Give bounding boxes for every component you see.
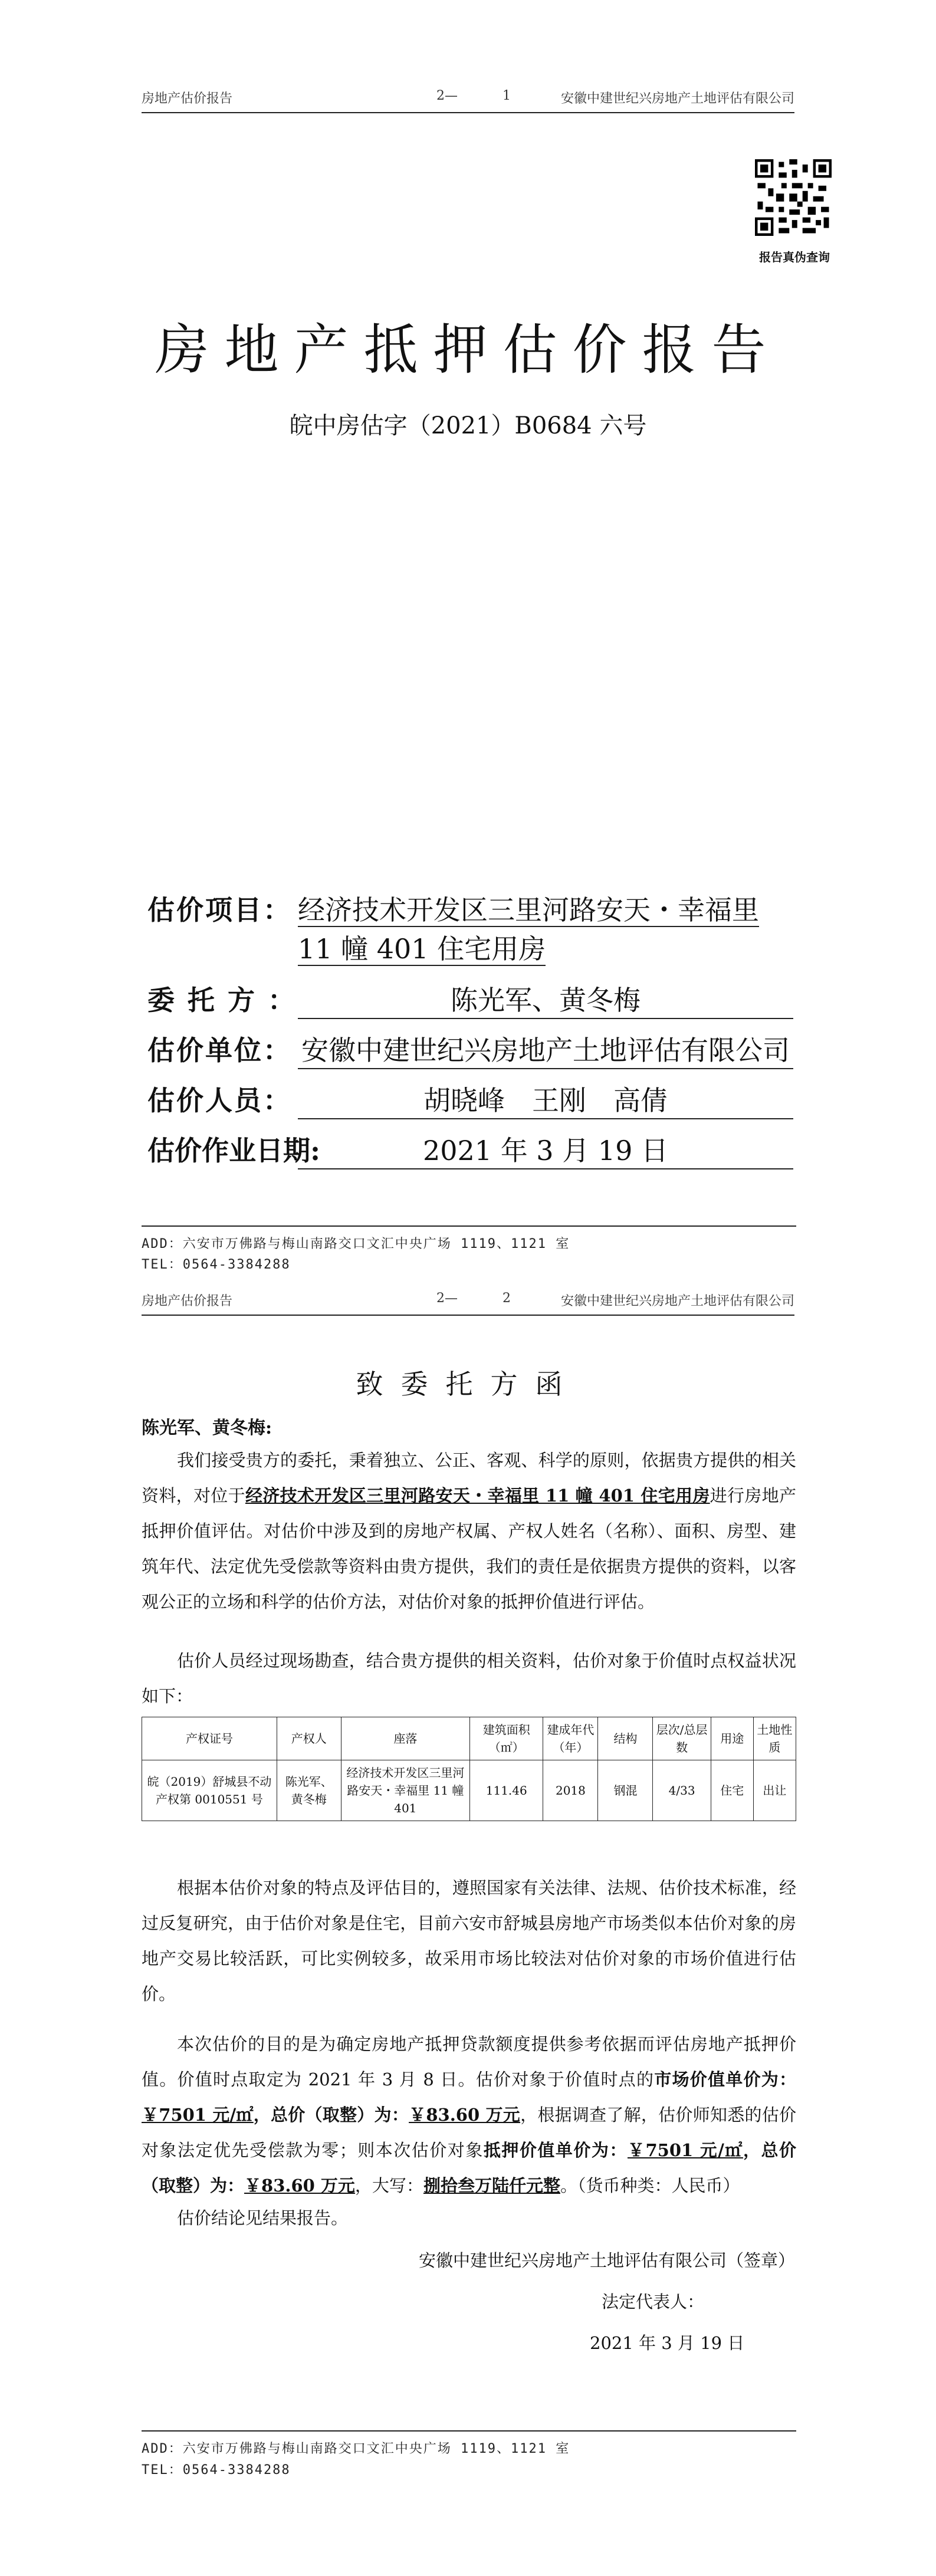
letter-heading: 致委托方函 [356, 1368, 580, 1400]
report-cover-page [0, 0, 936, 1280]
project-row [147, 891, 793, 968]
report-title: 房地产抵押估价报告 [155, 318, 781, 382]
market-unit-price: ￥7501 元/㎡ [142, 2105, 254, 2125]
work-date-value: 2021 年 3 月 19 日 [298, 1129, 793, 1169]
table-cell: 111.46 [470, 1760, 543, 1821]
header-title: 房地产估价报告 [142, 91, 233, 106]
table-cell: 钢混 [598, 1760, 653, 1821]
mortgage-total-price: ￥83.60 万元 [244, 2176, 355, 2196]
header-page-number: 1 [503, 88, 511, 103]
table-header: 层次/总层数 [653, 1717, 711, 1760]
property-table [142, 1717, 796, 1821]
table-cell: 陈光军、黄冬梅 [277, 1760, 341, 1821]
footer-divider [142, 1225, 796, 1227]
footer-phone: TEL：0564-3384288 [142, 1257, 291, 1272]
table-cell: 出让 [753, 1760, 796, 1821]
client-row [147, 979, 793, 1019]
property-location: 经济技术开发区三里河路安天・幸福里 11 幢 401 住宅用房 [245, 1486, 710, 1506]
client-label: 委托方： [147, 984, 308, 1016]
paragraph-conclusion: 估价结论见结果报告。 [177, 2208, 349, 2228]
footer-phone: TEL：0564-3384288 [142, 2463, 291, 2478]
table-cell: 经济技术开发区三里河路安天・幸福里 11 幢 401 [341, 1760, 469, 1821]
table-cell: 4/33 [653, 1760, 711, 1821]
qr-caption: 报告真伪查询 [759, 250, 830, 264]
paragraph-survey: 估价人员经过现场勘查，结合贵方提供的相关资料，估价对象于价值时点权益状况如下： [142, 1651, 796, 1706]
qr-code-icon[interactable] [755, 159, 832, 236]
appraiser-org-value: 安徽中建世纪兴房地产土地评估有限公司 [298, 1029, 793, 1069]
header-page-prefix: 2— [436, 1291, 458, 1306]
paragraph-intro: 我们接受贵方的委托，秉着独立、公正、客观、科学的原则，依据贵方提供的相关资料，对位于经济技术开发区三里河路安天・幸福里 11 幢 401 住宅用房进行房地产抵押价值评估。对估价中涉及到的房地产权属、产权人姓名（名称）、面积、房型、建筑年代、法定优先受偿款等资料由贵方提供，我们的责任是依据贵方提供的资料，以客观公正的立场和科学的估价方法，对估价对象的抵押价值进行评估。 [142, 1450, 796, 1612]
mortgage-unit-price: ￥7501 元/㎡ [627, 2140, 743, 2160]
header-page-number: 2 [503, 1291, 511, 1306]
letter-page [0, 1280, 936, 2576]
header-page-prefix: 2— [436, 88, 458, 103]
signature-date: 2021 年 3 月 19 日 [590, 2333, 745, 2353]
project-label: 估价项目： [147, 894, 292, 926]
table-row [142, 1760, 796, 1821]
table-header: 用途 [711, 1717, 753, 1760]
market-total-price: ￥83.60 万元 [409, 2105, 521, 2125]
table-header: 建筑面积（㎡） [470, 1717, 543, 1760]
appraisers-value: 胡晓峰 王刚 高倩 [298, 1079, 793, 1119]
work-date-label: 估价作业日期: [147, 1135, 320, 1167]
table-header: 土地性质 [753, 1717, 796, 1760]
footer-address: ADD：六安市万佛路与梅山南路交口文汇中央广场 1119、1121 室 [142, 2442, 570, 2456]
footer-address: ADD：六安市万佛路与梅山南路交口文汇中央广场 1119、1121 室 [142, 1237, 570, 1251]
footer-divider [142, 2430, 796, 2432]
amount-in-words: 捌拾叁万陆仟元整 [423, 2176, 560, 2196]
page-header [142, 88, 794, 113]
table-cell: 2018 [543, 1760, 598, 1821]
table-header: 座落 [341, 1717, 469, 1760]
appraisers-label: 估价人员： [147, 1085, 292, 1116]
table-header: 产权人 [277, 1717, 341, 1760]
header-company: 安徽中建世纪兴房地产土地评估有限公司 [560, 1294, 794, 1309]
header-company: 安徽中建世纪兴房地产土地评估有限公司 [560, 91, 794, 106]
page-header [142, 1291, 794, 1316]
work-date-row [147, 1129, 793, 1169]
table-header: 结构 [598, 1717, 653, 1760]
table-header: 建成年代（年） [543, 1717, 598, 1760]
paragraph-method: 根据本估价对象的特点及评估目的，遵照国家有关法律、法规、估价技术标准，经过反复研究，由于估价对象是住宅，目前六安市舒城县房地产市场类似本估价对象的房地产交易比较活跃，可比实例较多，故采用市场比较法对估价对象的市场价值进行估价。 [142, 1878, 796, 2004]
appraisers-row [147, 1079, 793, 1119]
signature-representative: 法定代表人： [602, 2292, 705, 2312]
signature-company: 安徽中建世纪兴房地产土地评估有限公司（签章） [419, 2250, 796, 2271]
letter-salutation: 陈光军、黄冬梅: [142, 1418, 272, 1438]
table-header-row [142, 1717, 796, 1760]
table-header: 产权证号 [142, 1717, 277, 1760]
client-value: 陈光军、黄冬梅 [298, 979, 793, 1019]
header-title: 房地产估价报告 [142, 1294, 233, 1309]
appraiser-org-label: 估价单位： [147, 1034, 292, 1066]
document-number: 皖中房估字（2021）B0684 六号 [289, 412, 647, 439]
appraiser-org-row [147, 1029, 793, 1069]
table-cell: 住宅 [711, 1760, 753, 1821]
table-cell: 皖（2019）舒城县不动产权第 0010551 号 [142, 1760, 277, 1821]
project-value: 经济技术开发区三里河路安天・幸福里 11 幢 401 住宅用房 [298, 894, 759, 965]
paragraph-valuation: 本次估价的目的是为确定房地产抵押贷款额度提供参考依据而评估房地产抵押价值。价值时点取定为 2021 年 3 月 8 日。估价对象于价值时点的市场价值单价为：￥7501 元/㎡，总价（取整）为：￥83.60 万元，根据调查了解，估价师知悉的估价对象法定优先受偿款为零；则本次估价对象抵押价值单价为：￥7501 元/㎡，总价（取整）为：￥83.60 万元，大写：捌拾叁万陆仟元整。（货币种类：人民币） [142, 2034, 796, 2196]
